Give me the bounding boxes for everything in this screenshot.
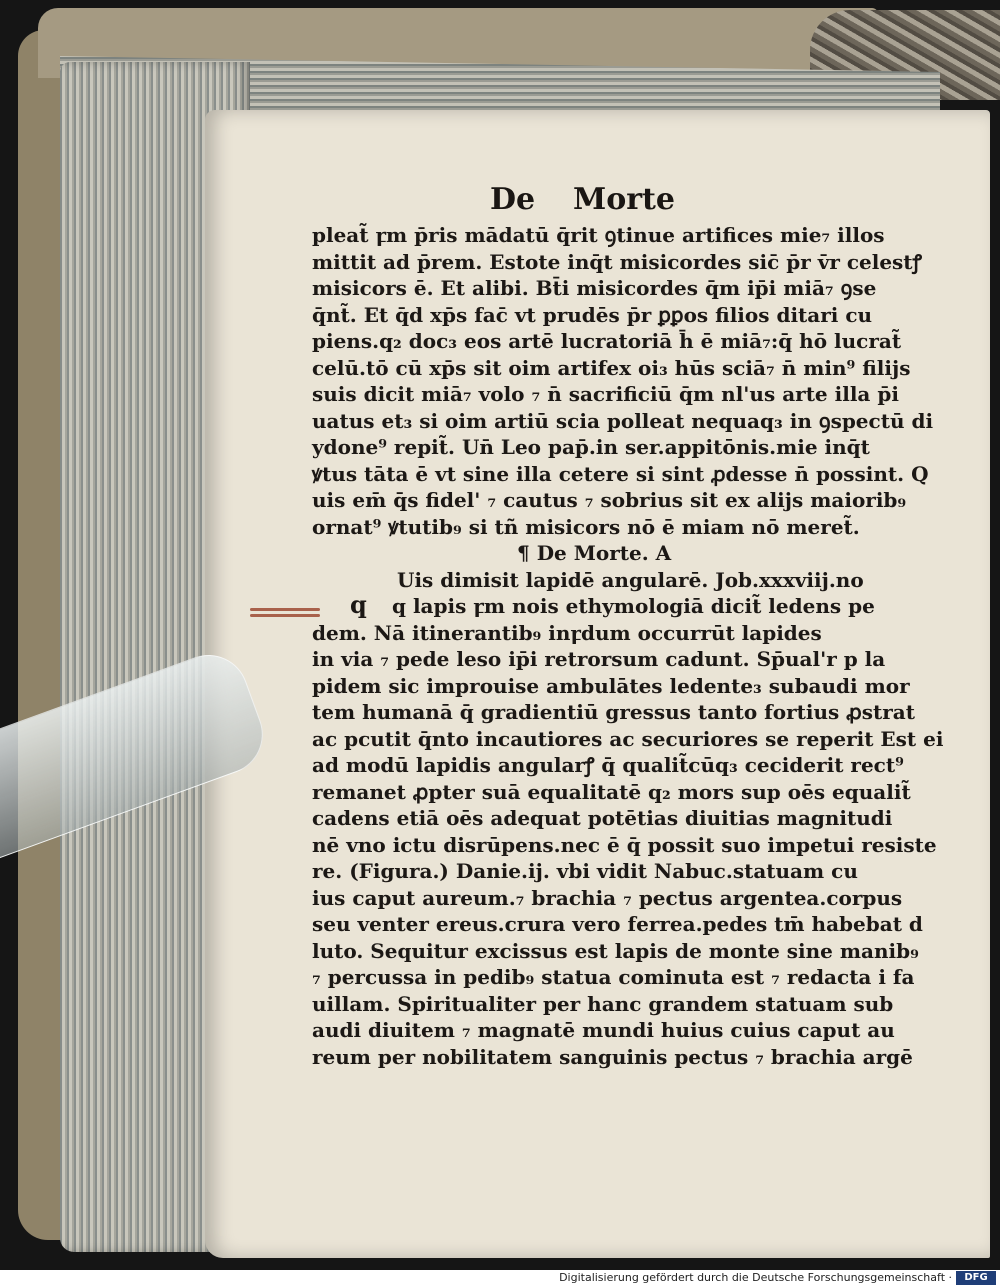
text-line: nē vno ictu disrūpens.nec ē q̄ possit suo impetui resiste bbox=[312, 832, 937, 857]
margin-initial: q bbox=[350, 590, 367, 619]
text-line: ius caput aureum.₇ brachia ₇ pectus argentea.corpus bbox=[312, 885, 903, 910]
text-line: Uis dimisit lapidē angularē. Job.xxxviij.no bbox=[397, 567, 864, 592]
text-line: dem. Nā itinerantib₉ inꝼdum occurrūt lapides bbox=[312, 620, 822, 645]
running-header bbox=[488, 182, 688, 222]
text-line: celū.tō cū xp̄s sit oim artifex oi₃ hūs sciā₇ n̄ min⁹ filijs bbox=[312, 355, 911, 380]
digitization-footer bbox=[0, 1270, 1000, 1287]
text-line: in via ₇ pede leso ip̄i retrorsum cadunt. Sp̄ual'r p la bbox=[312, 647, 886, 671]
text-line: ꝟtus tāta ē vt sine illa cetere si sint ꝓdesse n̄ possint. Q bbox=[312, 461, 929, 486]
text-line: q̄nt̃. Et q̄d xp̄s fac̄ vt prudēs p̄r ꝑꝑos filios ditari cu bbox=[312, 302, 873, 327]
text-line: pleat̃ ꝼm p̄ris mādatū q̄rit ꝯtinue artifices mie₇ illos bbox=[312, 223, 885, 247]
text-line: audi diuitem ₇ magnatē mundi huius cuius caput au bbox=[312, 1018, 895, 1042]
text-line: piens.q₂ doc₃ eos artē lucratoriā h̄ ē miā₇:q̄ hō lucrat̃ bbox=[312, 329, 902, 353]
red-pencil-mark bbox=[250, 605, 320, 619]
text-line: ac pcutit q̄nto incautiores ac securiores se reperit Est ei bbox=[312, 726, 944, 751]
text-line: uatus et₃ si oim artiū scia polleat nequaq₃ in ꝯspectū di bbox=[312, 408, 934, 433]
dfg-logo: DFG bbox=[956, 1271, 996, 1285]
text-line: ad modū lapidis angularꝭ q̄ qualit̃cūq₃ ceciderit rect⁹ bbox=[312, 753, 904, 777]
text-line: mittit ad p̄rem. Estote inq̄t misicordes sic̄ p̄r v̄r celestꝭ bbox=[312, 249, 923, 274]
text-line: cadens etiā oēs adequat potētias diuitias magnitudi bbox=[312, 806, 893, 830]
text-line: ydone⁹ repit̃. Un̄ Leo pap̄.in ser.appitōnis.mie inq̄t bbox=[312, 435, 870, 459]
text-line: pidem sic improuise ambulātes ledente₃ subaudi mor bbox=[312, 673, 910, 698]
text-line: ¶ De Morte. A bbox=[517, 541, 672, 565]
text-line: reum per nobilitatem sanguinis pectus ₇ brachia argē bbox=[312, 1044, 913, 1069]
funding-credit: Digitalisierung gefördert durch die Deutsche Forschungsgemeinschaft · bbox=[559, 1271, 952, 1284]
text-line: suis dicit miā₇ volo ₇ n̄ sacrificiū q̄m nl'us arte illa p̄i bbox=[312, 382, 899, 406]
text-line: tem humanā q̄ gradientiū gressus tanto fortius ꝓstrat bbox=[312, 700, 915, 724]
text-line: misicors ē. Et alibi. Bt̄i misicordes q̄m ip̄i miā₇ ꝯse bbox=[312, 276, 877, 300]
header-word-2: Morte bbox=[573, 182, 675, 217]
text-line: re. (Figura.) Danie.ij. vbi vidit Nabuc.statuam cu bbox=[312, 859, 858, 883]
text-line: remanet ꝓpter suā equalitatē q₂ mors sup oēs equalit̃ bbox=[312, 779, 911, 804]
text-line: ₇ percussa in pedib₉ statua cominuta est ₇ redacta i fa bbox=[312, 965, 915, 989]
text-line: seu venter ereus.crura vero ferrea.pedes tm̄ habebat d bbox=[312, 912, 923, 936]
text-line: ornat⁹ ꝟtutib₉ si tñ misicors nō ē miam nō meret̃. bbox=[312, 514, 860, 539]
text-line: uis em̄ q̄s fidel' ₇ cautus ₇ sobrius sit ex alijs maiorib₉ bbox=[312, 488, 907, 512]
text-line: q lapis ꝼm nois ethymologiā dicit̃ ledens pe bbox=[392, 594, 875, 618]
text-line: luto. Sequitur excissus est lapis de monte sine manib₉ bbox=[312, 938, 919, 963]
text-line: uillam. Spiritualiter per hanc grandem statuam sub bbox=[312, 991, 894, 1016]
header-word-1: De bbox=[490, 182, 536, 217]
